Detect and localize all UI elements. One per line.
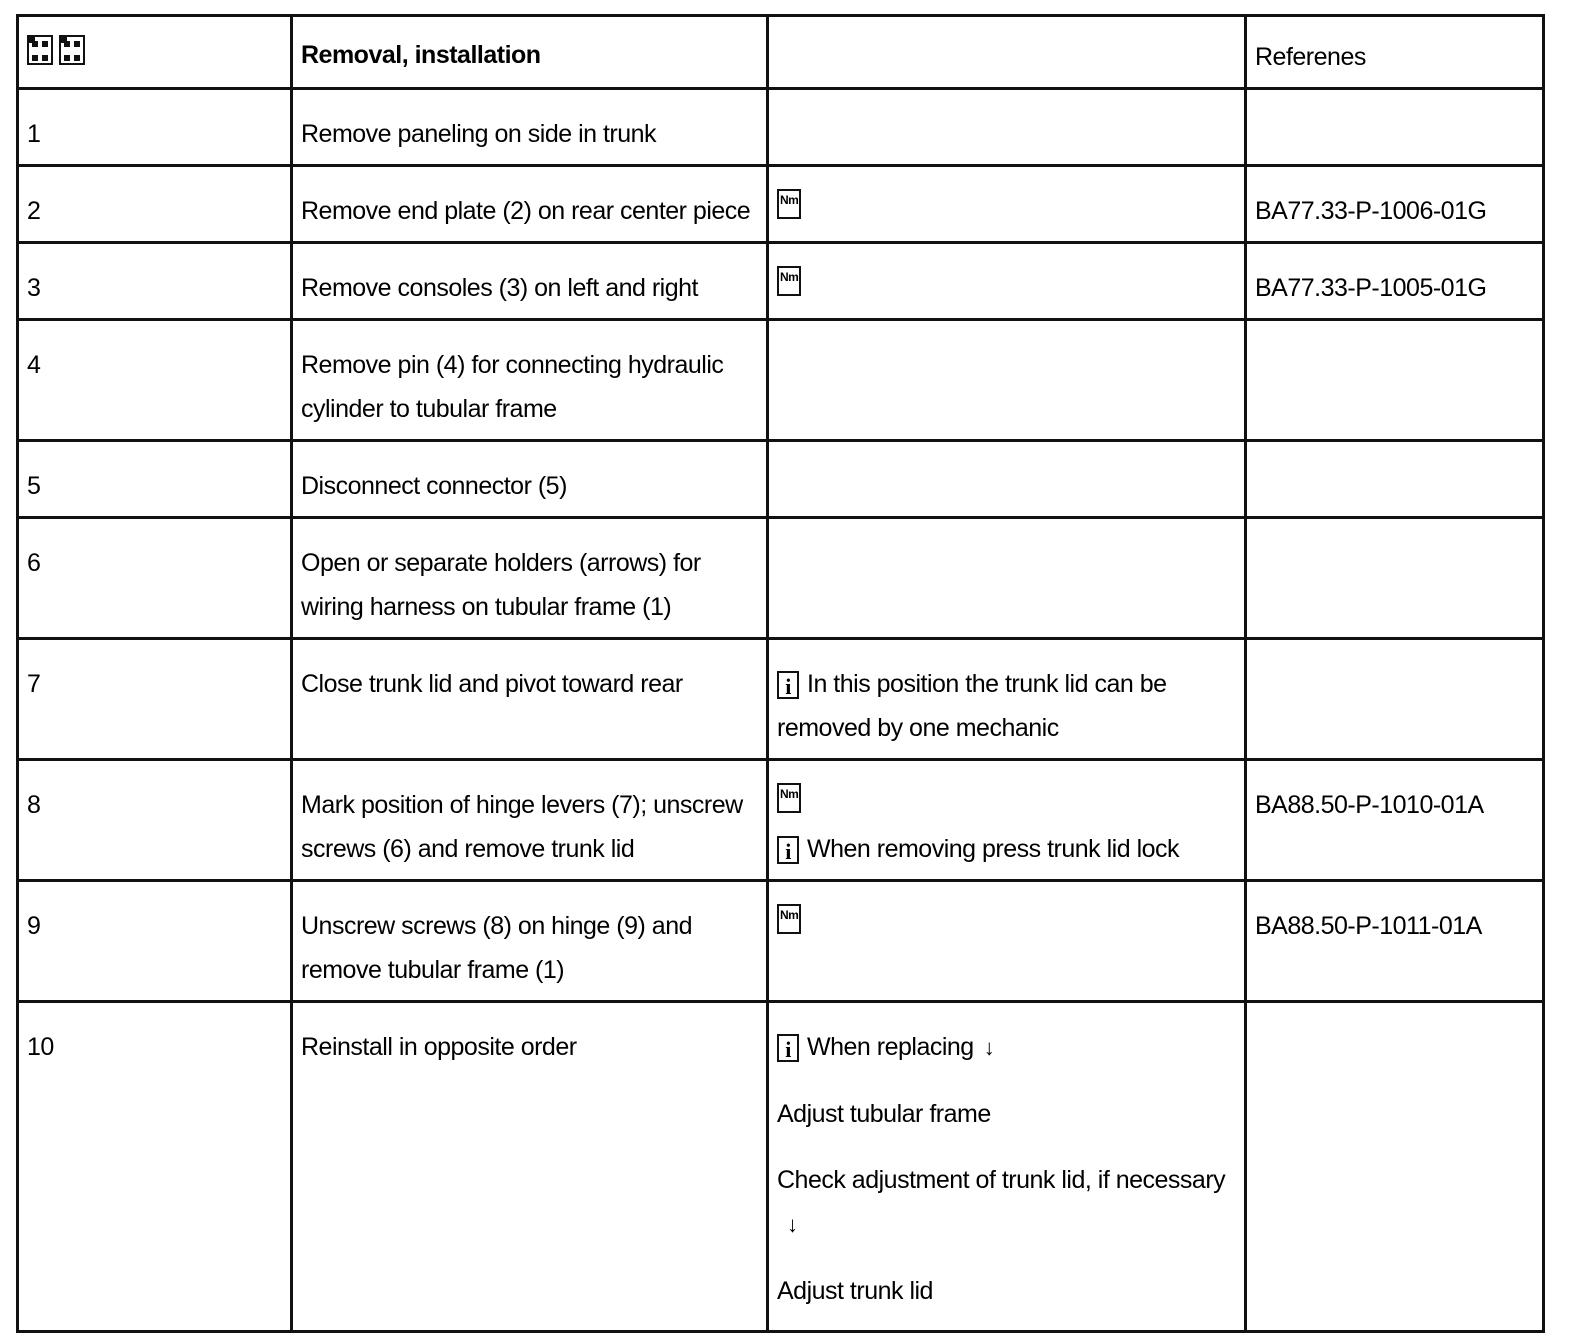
symbols-header-cell	[18, 16, 292, 89]
step-text: Remove end plate (2) on rear center piece	[292, 166, 768, 243]
torque-nm-icon[interactable]: Nm	[777, 904, 801, 934]
sub-step: Adjust tubular frame	[777, 1100, 991, 1128]
step-notes	[768, 760, 1246, 881]
references-header: Referenes	[1246, 16, 1544, 89]
info-note: When replacing	[807, 1033, 974, 1061]
procedure-header: Removal, installation	[292, 16, 768, 89]
notes-header	[768, 16, 1246, 89]
reference-link[interactable]: BA77.33-P-1006-01G	[1246, 166, 1544, 243]
step-number: 10	[18, 1002, 292, 1332]
step-text: Disconnect connector (5)	[292, 441, 768, 518]
step-text: Close trunk lid and pivot toward rear	[292, 639, 768, 760]
info-note: In this position the trunk lid can be removed by one mechanic	[777, 670, 1167, 742]
down-arrow-icon[interactable]: ↓	[983, 1035, 995, 1060]
step-number: 4	[18, 320, 292, 441]
torque-nm-icon[interactable]: Nm	[777, 783, 801, 813]
step-number: 8	[18, 760, 292, 881]
table-row	[18, 320, 1544, 441]
table-header-row	[18, 16, 1544, 89]
table-row	[18, 441, 1544, 518]
table-row	[18, 243, 1544, 320]
table-row	[18, 881, 1544, 1002]
table-row	[18, 89, 1544, 166]
reference-link[interactable]: BA88.50-P-1011-01A	[1246, 881, 1544, 1002]
reference-link	[1246, 89, 1544, 166]
reference-link[interactable]: BA77.33-P-1005-01G	[1246, 243, 1544, 320]
step-number: 2	[18, 166, 292, 243]
reference-link	[1246, 441, 1544, 518]
step-notes	[768, 243, 1246, 320]
step-text: Remove pin (4) for connecting hydraulic cylinder to tubular frame	[292, 320, 768, 441]
sub-step: Adjust trunk lid	[777, 1277, 933, 1305]
step-notes	[768, 441, 1246, 518]
torque-nm-icon[interactable]: Nm	[777, 266, 801, 296]
reference-link[interactable]: BA88.50-P-1010-01A	[1246, 760, 1544, 881]
torque-nm-icon[interactable]: Nm	[777, 189, 801, 219]
info-icon[interactable]: i	[777, 671, 799, 699]
step-number: 7	[18, 639, 292, 760]
step-notes	[768, 166, 1246, 243]
reference-link	[1246, 1002, 1544, 1332]
reference-link	[1246, 518, 1544, 639]
step-number: 1	[18, 89, 292, 166]
step-notes	[768, 320, 1246, 441]
step-number: 5	[18, 441, 292, 518]
step-text: Reinstall in opposite order	[292, 1002, 768, 1332]
table-row	[18, 166, 1544, 243]
procedure-sheet	[16, 14, 1542, 1305]
info-icon[interactable]: i	[777, 836, 799, 864]
table-row	[18, 760, 1544, 881]
step-notes	[768, 89, 1246, 166]
step-text: Mark position of hinge levers (7); unscrew screws (6) and remove trunk lid	[292, 760, 768, 881]
step-text: Unscrew screws (8) on hinge (9) and remove tubular frame (1)	[292, 881, 768, 1002]
procedure-table	[16, 14, 1545, 1333]
info-icon[interactable]: i	[777, 1034, 799, 1062]
step-notes	[768, 881, 1246, 1002]
step-notes	[768, 1002, 1246, 1332]
expand-icon[interactable]	[59, 35, 85, 65]
step-number: 3	[18, 243, 292, 320]
info-note: When removing press trunk lid lock	[807, 835, 1180, 863]
step-text: Remove paneling on side in trunk	[292, 89, 768, 166]
down-arrow-icon[interactable]: ↓	[787, 1212, 798, 1237]
step-number: 6	[18, 518, 292, 639]
step-notes	[768, 639, 1246, 760]
expand-icon[interactable]	[27, 35, 53, 65]
table-row	[18, 1002, 1544, 1332]
step-text: Open or separate holders (arrows) for wiring harness on tubular frame (1)	[292, 518, 768, 639]
table-row	[18, 639, 1544, 760]
reference-link	[1246, 639, 1544, 760]
step-text: Remove consoles (3) on left and right	[292, 243, 768, 320]
sub-step: Check adjustment of trunk lid, if necessary	[777, 1166, 1226, 1194]
reference-link	[1246, 320, 1544, 441]
table-row	[18, 518, 1544, 639]
step-number: 9	[18, 881, 292, 1002]
step-notes	[768, 518, 1246, 639]
